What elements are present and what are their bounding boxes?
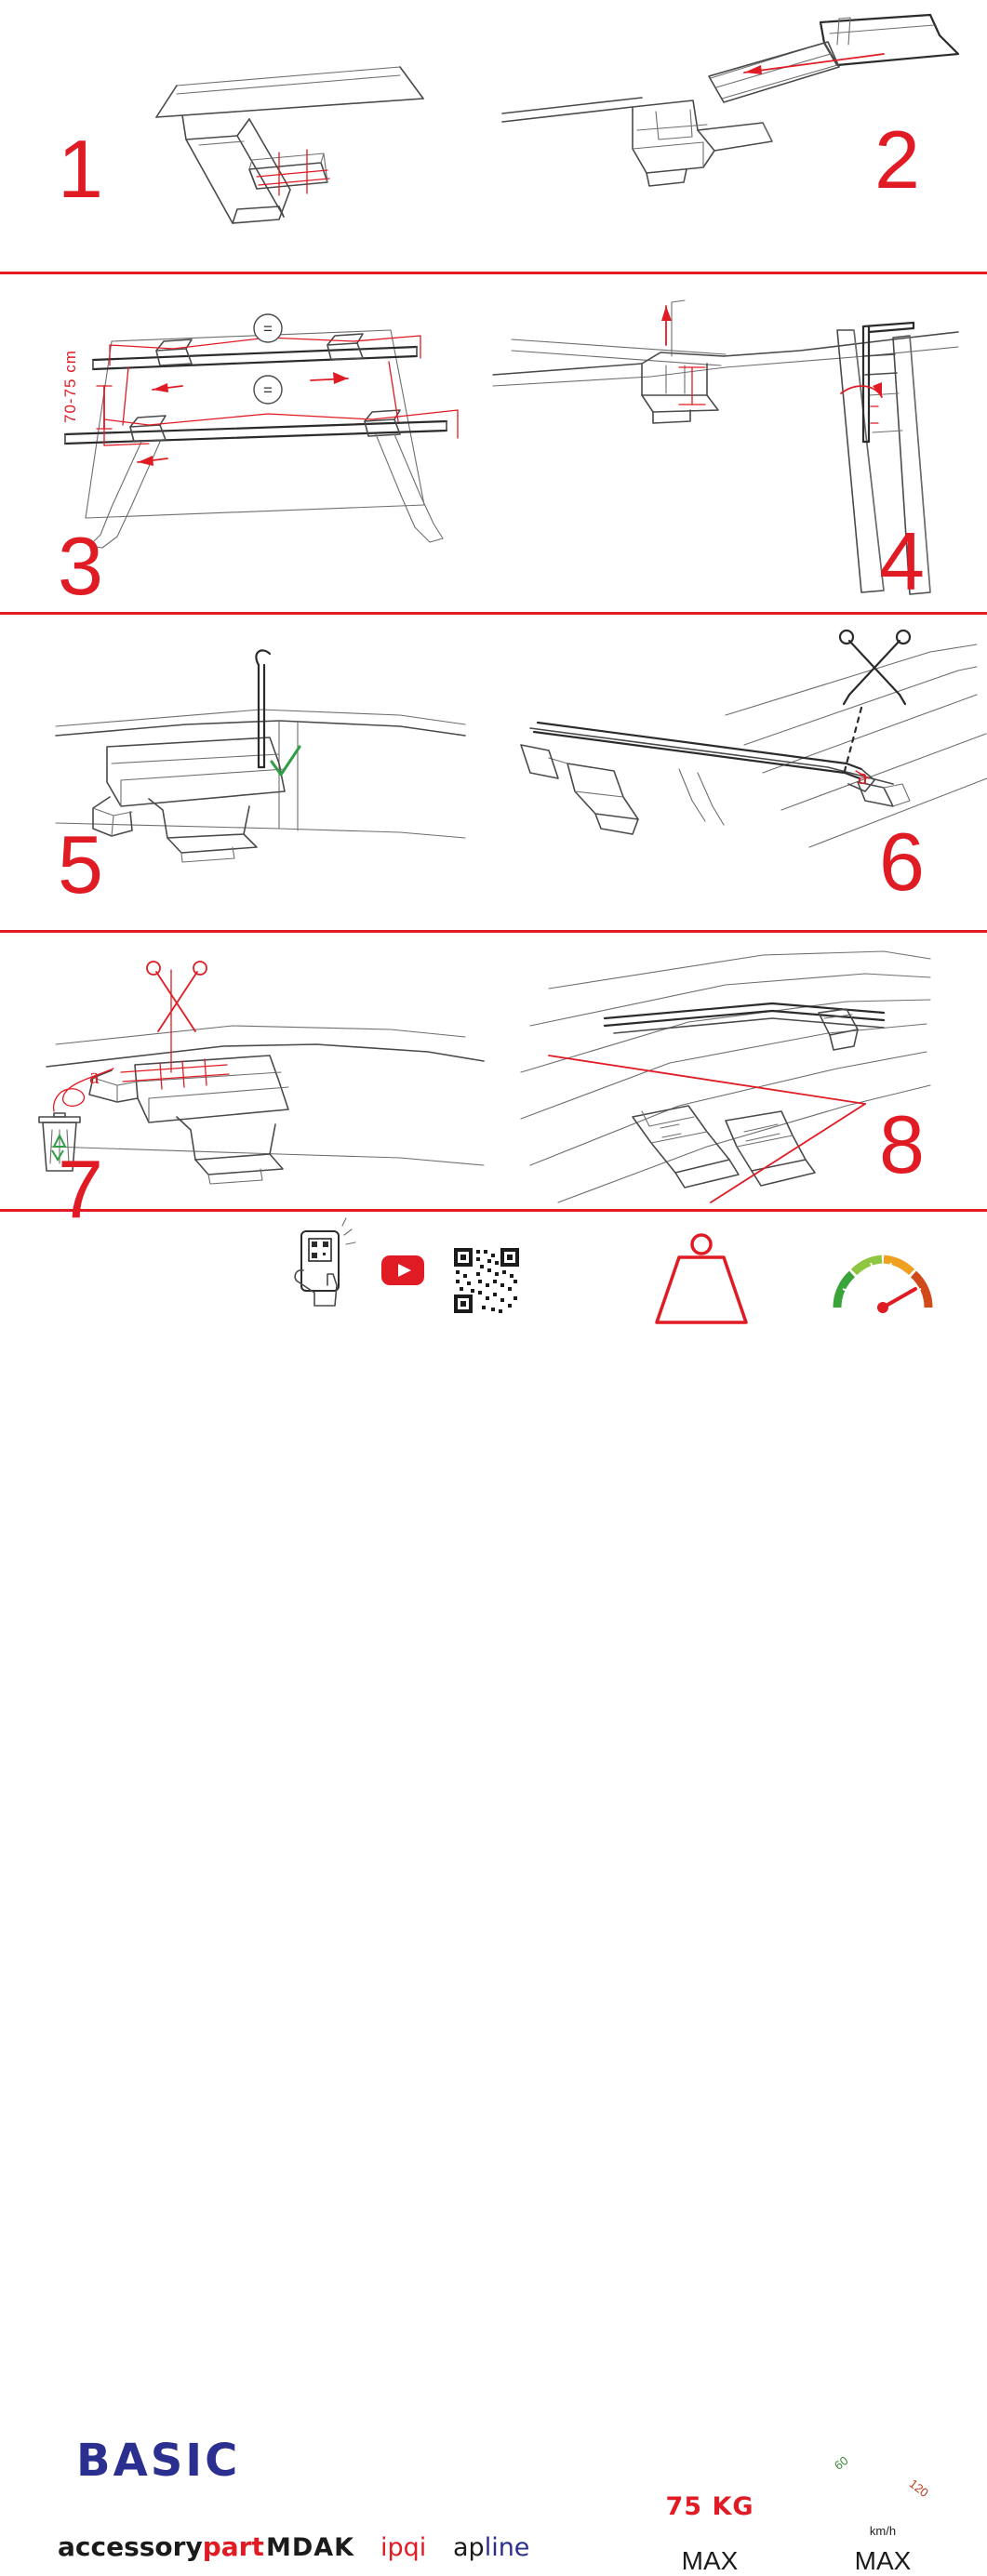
step-5-illustration — [0, 615, 493, 930]
speed-tick-60: 60 — [831, 2453, 851, 2473]
step-number: 8 — [879, 1098, 923, 1190]
brand-apline-logo — [453, 2533, 529, 2562]
brand-apline-prefix: ap — [453, 2533, 485, 2562]
step-6-illustration — [493, 615, 987, 930]
step-number: 5 — [58, 818, 101, 910]
part-label-a: a — [858, 765, 868, 790]
max-load-value: 75 KG — [665, 2492, 754, 2521]
step-number: 3 — [58, 520, 101, 612]
speed-tick-120: 120 — [906, 2476, 932, 2501]
step-4-illustration — [493, 274, 987, 612]
svg-text:=: = — [263, 381, 273, 399]
brand-apline-suffix: line — [484, 2533, 530, 2562]
part-label-a: a — [89, 1065, 100, 1089]
brand-mdak-logo: MDAK — [266, 2533, 355, 2562]
step-7-illustration — [0, 933, 493, 1235]
speed-unit-label: km/h — [869, 2524, 897, 2538]
max-speed-label: MAX — [854, 2546, 912, 2575]
brand-basic-logo: BASIC — [76, 2435, 241, 2487]
svg-text:=: = — [263, 320, 273, 338]
max-load-label: MAX — [681, 2546, 739, 2575]
step-number: 4 — [879, 515, 923, 607]
step-number: 2 — [874, 113, 918, 206]
step-number: 1 — [58, 123, 101, 215]
step-3-illustration — [0, 274, 493, 612]
brand-accessory-suffix: part — [202, 2531, 264, 2562]
step-number: 7 — [58, 1143, 101, 1235]
brand-ipqi-logo: ipqi — [380, 2533, 427, 2562]
step-1-illustration — [0, 0, 493, 272]
step-8-illustration — [493, 933, 987, 1209]
brand-accessorypart-logo — [58, 2531, 264, 2562]
bar-spacing-dimension: 70-75 cm — [61, 350, 79, 423]
footer-brand-bar — [0, 1209, 987, 2575]
step-2-illustration — [493, 0, 987, 272]
brand-accessory-prefix: accessory — [58, 2531, 203, 2562]
step-number: 6 — [879, 816, 923, 908]
